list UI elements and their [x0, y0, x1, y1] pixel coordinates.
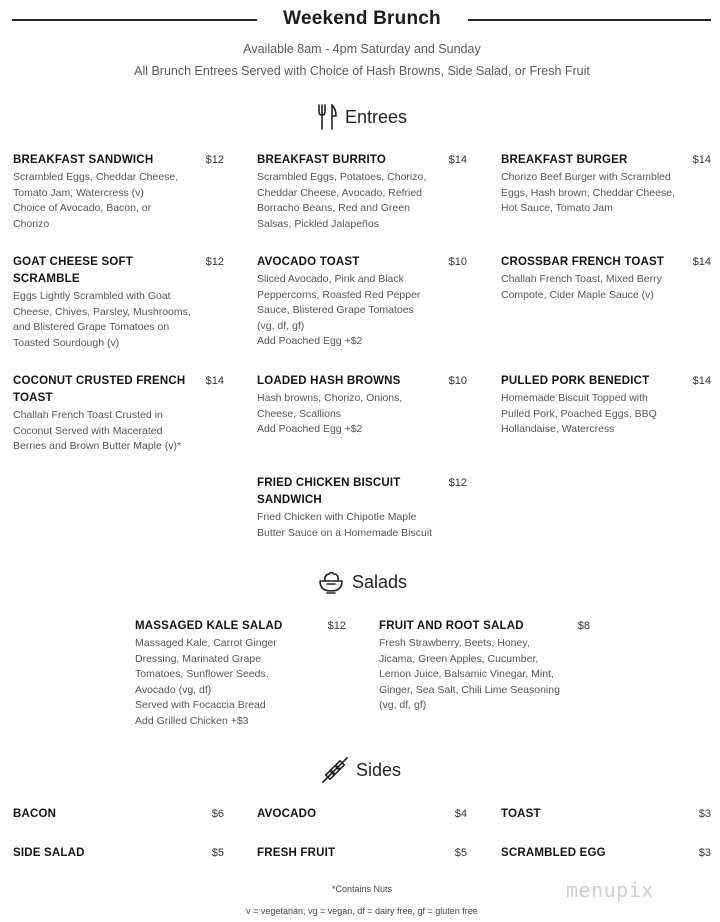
menu-title: Weekend Brunch [283, 8, 441, 29]
item-price: $3 [698, 808, 711, 820]
entrees-heading [317, 104, 407, 130]
item-name: BREAKFAST BURRITO [257, 154, 387, 166]
item-price: $5 [211, 847, 224, 859]
item-price: $14 [692, 375, 711, 387]
item-description: Hash browns, Chorizo, Onions, Cheese, Scallions Add Poached Egg +$2 [257, 392, 403, 435]
item-price: $12 [448, 477, 467, 489]
menu-item [257, 254, 467, 350]
menu-item [13, 152, 224, 232]
item-name: PULLED PORK BENEDICT [501, 375, 650, 387]
side-item [13, 845, 224, 862]
item-name: CROSSBAR FRENCH TOAST [501, 256, 665, 268]
item-price: $12 [205, 256, 224, 268]
item-description: Challah French Toast Crusted in Coconut Served with Macerated Berries and Brown Butter Maple (v)* [13, 409, 182, 452]
item-name: BREAKFAST SANDWICH [13, 154, 154, 166]
item-name: GOAT CHEESE SOFT SCRAMBLE [13, 256, 133, 285]
item-description: Eggs Lightly Scrambled with Goat Cheese, Chives, Parsley, Mushrooms, and Blistered Grape Tomatoes on Toasted Sourdough (v) [13, 290, 191, 349]
item-price: $5 [454, 847, 467, 859]
item-name: MASSAGED KALE SALAD [135, 620, 283, 632]
menu-item [257, 373, 467, 438]
item-price: $12 [205, 154, 224, 166]
side-item [257, 806, 467, 823]
menu-item [379, 618, 590, 714]
side-item [501, 806, 711, 823]
item-name: FRIED CHICKEN BISCUIT SANDWICH [257, 477, 401, 506]
item-description: Scrambled Eggs, Potatoes, Chorizo, Cheddar Cheese, Avocado, Refried Borracho Beans, Red and Green Salsas, Pickled Jalapeños [257, 171, 427, 230]
item-description: Massaged Kale, Carrot Ginger Dressing, Marinated Grape Tomatoes, Sunflower Seeds, Avocado (vg, df) Served with Focaccia Bread Add Grilled Chicken +$3 [135, 637, 277, 727]
diet-legend: v = vegetarian, vg = vegan, df = dairy free, gf = gluten free [246, 906, 478, 916]
item-name: COCONUT CRUSTED FRENCH TOAST [13, 375, 186, 404]
item-description: Challah French Toast, Mixed Berry Compote, Cider Maple Sauce (v) [501, 273, 662, 301]
salads-heading-label: Salads [352, 571, 408, 592]
item-name: AVOCADO TOAST [257, 256, 360, 268]
entree-sides-note: All Brunch Entrees Served with Choice of Hash Browns, Side Salad, or Fresh Fruit [134, 64, 590, 78]
item-price: $10 [448, 256, 467, 268]
item-price: $3 [698, 847, 711, 859]
sides-heading [322, 757, 401, 783]
menu-item [501, 373, 711, 438]
item-price: $10 [448, 375, 467, 387]
item-price: $4 [454, 808, 467, 820]
item-name: BACON [13, 808, 57, 820]
menu-item [135, 618, 346, 729]
menu-item [501, 254, 711, 303]
side-item [257, 845, 467, 862]
fork-knife-icon [317, 104, 337, 130]
menu-item [501, 152, 711, 217]
item-description: Sliced Avocado, Pink and Black Peppercorns, Roasted Red Pepper Sauce, Blistered Grape Tomatoes (vg, df, gf) Add Poached Egg +$2 [257, 273, 421, 347]
menu-item [257, 152, 467, 232]
menu-item [13, 373, 224, 455]
watermark: menupix [566, 878, 654, 902]
menu-item [13, 254, 224, 351]
item-description: Fried Chicken with Chipotle Maple Butter Sauce on a Homemade Biscuit [257, 511, 433, 539]
entrees-heading-label: Entrees [345, 106, 408, 127]
salads-heading [318, 570, 407, 594]
item-description: Scrambled Eggs, Cheddar Cheese, Tomato Jam, Watercress (v) Choice of Avocado, Bacon, or Chorizo [13, 171, 179, 230]
side-item [13, 806, 224, 823]
item-price: $14 [692, 256, 711, 268]
item-description: Chorizo Beef Burger with Scrambled Eggs, Hash brown, Cheddar Cheese, Hot Sauce, Tomato Jam [501, 171, 675, 214]
sides-heading-label: Sides [356, 759, 402, 780]
item-price: $14 [205, 375, 224, 387]
item-price: $8 [577, 620, 590, 632]
skewer-icon [322, 757, 348, 783]
item-name: TOAST [501, 808, 541, 820]
side-item [501, 845, 711, 862]
availability-text: Available 8am - 4pm Saturday and Sunday [243, 42, 481, 56]
item-price: $14 [448, 154, 467, 166]
salad-bowl-icon [318, 570, 344, 594]
item-name: FRESH FRUIT [257, 847, 336, 859]
item-price: $12 [327, 620, 346, 632]
menu-item [257, 475, 467, 541]
item-price: $14 [692, 154, 711, 166]
item-name: FRUIT AND ROOT SALAD [379, 620, 524, 632]
nuts-note: *Contains Nuts [331, 884, 393, 894]
item-name: LOADED HASH BROWNS [257, 375, 401, 387]
item-name: BREAKFAST BURGER [501, 154, 628, 166]
item-name: SIDE SALAD [13, 847, 85, 859]
item-price: $6 [211, 808, 224, 820]
item-description: Homemade Biscuit Topped with Pulled Pork, Poached Eggs, BBQ Hollandaise, Watercress [501, 392, 657, 435]
item-name: SCRAMBLED EGG [501, 847, 606, 859]
item-description: Fresh Strawberry, Beets, Honey, Jicama, Green Apples, Cucumber, Lemon Juice, Balsamic Vinegar, Mint, Ginger, Sea Salt, Chili Lime Seasoning (vg, df, gf) [379, 637, 560, 711]
item-name: AVOCADO [257, 808, 317, 820]
